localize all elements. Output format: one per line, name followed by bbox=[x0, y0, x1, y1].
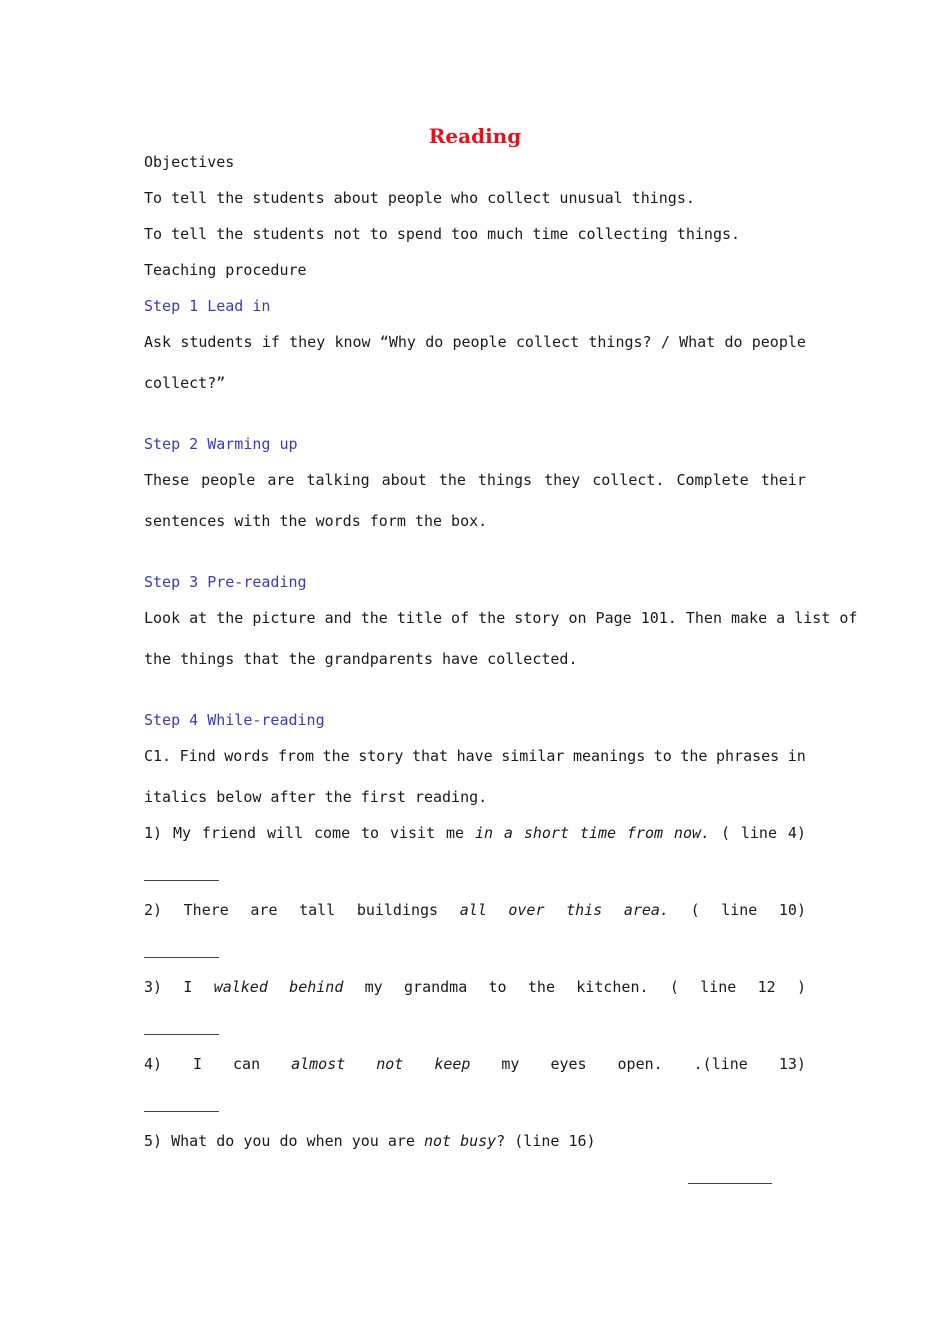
word: people bbox=[452, 333, 507, 351]
word: things? bbox=[588, 333, 652, 351]
word: their bbox=[760, 471, 806, 489]
word: to bbox=[488, 978, 507, 996]
word: collect bbox=[515, 333, 580, 351]
word: tall bbox=[299, 901, 336, 919]
word: my bbox=[364, 978, 383, 996]
step-2-paragraph-line: sentences with the words form the box. bbox=[144, 512, 488, 530]
word: buildings bbox=[356, 901, 439, 919]
word: friend bbox=[201, 824, 257, 842]
answer-blank-4 bbox=[144, 1111, 219, 1112]
italic-word: over bbox=[508, 901, 545, 919]
italic-word: keep bbox=[434, 1055, 471, 1073]
word: from bbox=[277, 747, 315, 765]
step-4-paragraph-line bbox=[144, 746, 806, 766]
word: the bbox=[438, 471, 466, 489]
word: the bbox=[322, 747, 350, 765]
word: kitchen. bbox=[576, 978, 649, 996]
word: My bbox=[172, 824, 192, 842]
word: / bbox=[660, 333, 670, 351]
italic-word: a bbox=[503, 824, 513, 842]
answer-blank-5 bbox=[688, 1183, 772, 1184]
word: open. bbox=[617, 1055, 663, 1073]
question-4 bbox=[144, 1054, 806, 1074]
word: have bbox=[456, 747, 493, 765]
word: Ask bbox=[144, 333, 172, 351]
word: These bbox=[144, 471, 190, 489]
word: .(line bbox=[693, 1055, 748, 1073]
word: can bbox=[233, 1055, 261, 1073]
word: the bbox=[527, 978, 555, 996]
answer-blank-3 bbox=[144, 1034, 219, 1035]
word: story bbox=[358, 747, 404, 765]
italic-word: now. bbox=[673, 824, 711, 842]
objective-item: To tell the students not to spend too much time collecting things. bbox=[144, 225, 741, 243]
question-3 bbox=[144, 977, 806, 997]
italic-word: in bbox=[474, 824, 494, 842]
word: ( bbox=[720, 824, 730, 842]
word: are bbox=[250, 901, 278, 919]
word: people bbox=[201, 471, 256, 489]
word: things bbox=[477, 471, 533, 489]
italic-word: short bbox=[523, 824, 569, 842]
word: I bbox=[183, 978, 193, 996]
question-2 bbox=[144, 900, 806, 920]
word: line bbox=[700, 978, 737, 996]
word: There bbox=[183, 901, 229, 919]
italic-word: not bbox=[376, 1055, 404, 1073]
word: if bbox=[261, 333, 280, 351]
answer-blank-1 bbox=[144, 880, 219, 881]
step-1-paragraph-line: collect?” bbox=[144, 374, 226, 392]
italic-word: from bbox=[626, 824, 664, 842]
word: “Why bbox=[379, 333, 416, 351]
word: know bbox=[334, 333, 371, 351]
question-5-text: ? (line 16) bbox=[496, 1132, 596, 1150]
question-1 bbox=[144, 823, 806, 843]
word: phrases bbox=[716, 747, 780, 765]
word: words bbox=[224, 747, 270, 765]
italic-word: this bbox=[566, 901, 603, 919]
word: the bbox=[680, 747, 708, 765]
italic-word: behind bbox=[289, 978, 344, 996]
word: 12 bbox=[757, 978, 776, 996]
step-2-heading: Step 2 Warming up bbox=[144, 435, 298, 453]
word: 2) bbox=[144, 901, 163, 919]
question-5-italic: not busy bbox=[423, 1132, 497, 1150]
italic-word: area. bbox=[623, 901, 669, 919]
word: I bbox=[193, 1055, 203, 1073]
question-5 bbox=[144, 1131, 806, 1151]
word: students bbox=[180, 333, 253, 351]
word: visit bbox=[389, 824, 436, 842]
word: What bbox=[679, 333, 716, 351]
word: 3) bbox=[144, 978, 163, 996]
word: they bbox=[544, 471, 581, 489]
word: similar bbox=[501, 747, 565, 765]
word: people bbox=[751, 333, 806, 351]
objective-item: To tell the students about people who collect unusual things. bbox=[144, 189, 695, 207]
question-5-text: What do you do when you are bbox=[171, 1132, 424, 1150]
step-1-heading: Step 1 Lead in bbox=[144, 297, 271, 315]
word: come bbox=[314, 824, 351, 842]
procedure-heading: Teaching procedure bbox=[144, 261, 307, 279]
italic-word: all bbox=[459, 901, 487, 919]
answer-blank-2 bbox=[144, 957, 219, 958]
question-5-text: 5) bbox=[144, 1132, 163, 1150]
word: they bbox=[289, 333, 326, 351]
word: about bbox=[381, 471, 427, 489]
word: ) bbox=[796, 978, 806, 996]
word: talking bbox=[306, 471, 370, 489]
italic-word: almost bbox=[291, 1055, 346, 1073]
page-title: Reading bbox=[428, 124, 522, 148]
word: ( bbox=[690, 901, 700, 919]
word: meanings bbox=[573, 747, 646, 765]
word: to bbox=[361, 824, 380, 842]
word: 4) bbox=[787, 824, 806, 842]
objectives-heading: Objectives bbox=[144, 153, 235, 171]
word: in bbox=[787, 747, 806, 765]
word: collect. bbox=[592, 471, 665, 489]
word: will bbox=[266, 824, 304, 842]
word: do bbox=[425, 333, 444, 351]
italic-word: time bbox=[579, 824, 617, 842]
word: C1. bbox=[144, 747, 172, 765]
word: line bbox=[721, 901, 758, 919]
word: Complete bbox=[676, 471, 749, 489]
step-3-paragraph-line: Look at the picture and the title of the story on Page 101. Then make a list of bbox=[144, 609, 858, 627]
word: do bbox=[724, 333, 743, 351]
word: eyes bbox=[550, 1055, 587, 1073]
word: Find bbox=[179, 747, 216, 765]
word: 10) bbox=[778, 901, 806, 919]
word: to bbox=[653, 747, 672, 765]
italic-word: walked bbox=[213, 978, 268, 996]
word: ( bbox=[669, 978, 679, 996]
word: are bbox=[267, 471, 295, 489]
word: line bbox=[740, 824, 777, 842]
step-4-paragraph-line: italics below after the first reading. bbox=[144, 788, 488, 806]
word: my bbox=[501, 1055, 520, 1073]
word: grandma bbox=[404, 978, 468, 996]
word: 13) bbox=[778, 1055, 806, 1073]
word: that bbox=[411, 747, 449, 765]
step-4-heading: Step 4 While-reading bbox=[144, 711, 325, 729]
step-3-heading: Step 3 Pre-reading bbox=[144, 573, 307, 591]
word: 4) bbox=[144, 1055, 163, 1073]
step-1-paragraph-line bbox=[144, 332, 806, 352]
word: 1) bbox=[144, 824, 163, 842]
word: me bbox=[446, 824, 465, 842]
step-3-paragraph-line: the things that the grandparents have collected. bbox=[144, 650, 578, 668]
step-2-paragraph-line bbox=[144, 470, 806, 490]
